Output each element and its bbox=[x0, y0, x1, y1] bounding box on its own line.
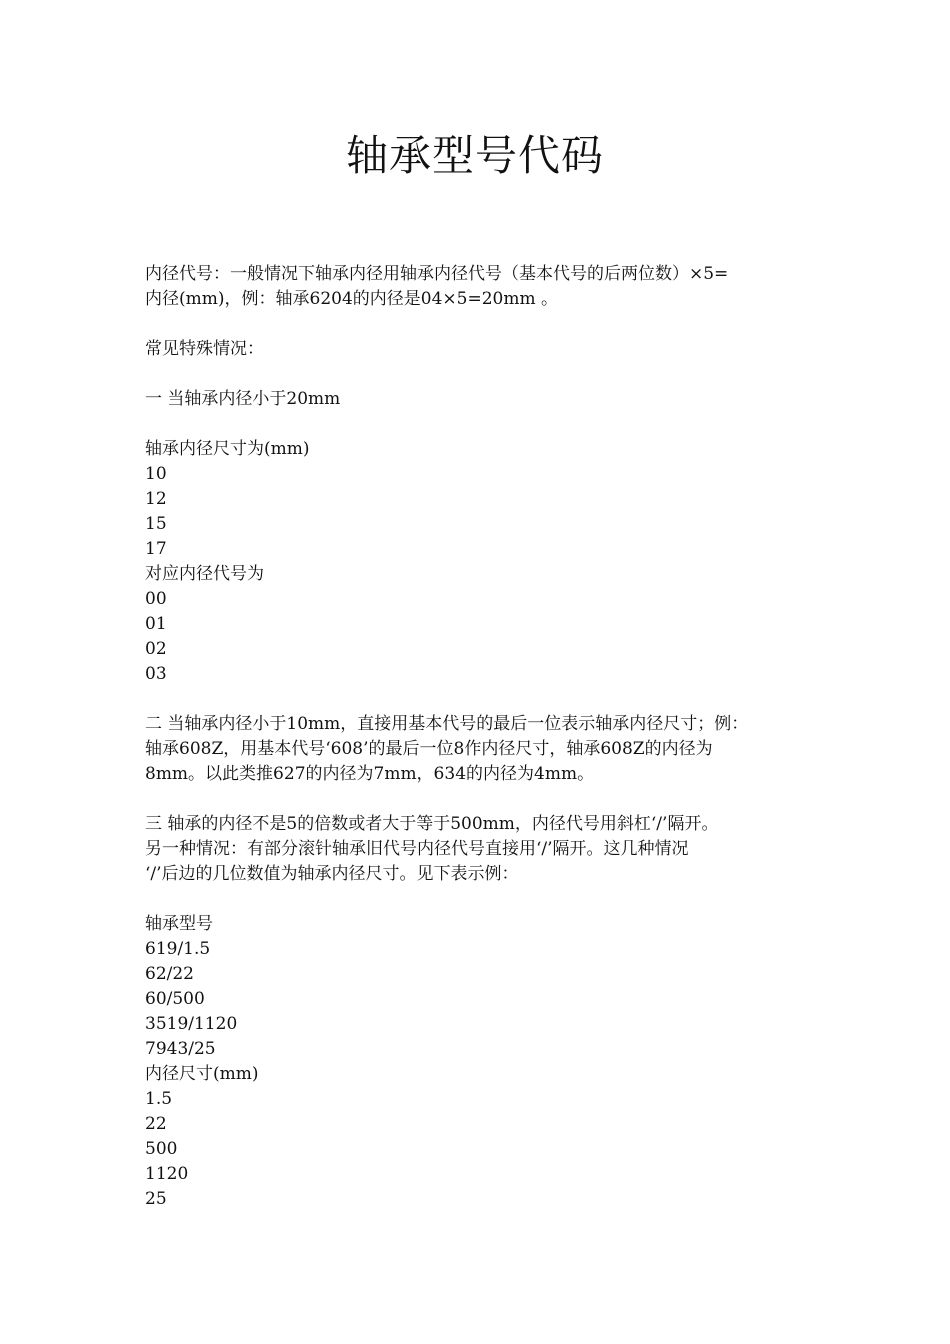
section1-code-list bbox=[145, 587, 810, 687]
section3-line-1: 三 轴承的内径不是5的倍数或者大于等于500mm，内径代号用斜杠‘/’隔开。 bbox=[145, 814, 719, 834]
code-item: 01 bbox=[145, 614, 167, 634]
section3-bore-list bbox=[145, 1087, 810, 1212]
document-body bbox=[145, 262, 810, 1212]
special-cases-heading: 常见特殊情况： bbox=[145, 339, 264, 359]
bore-item: 22 bbox=[145, 1114, 167, 1134]
spacer bbox=[145, 687, 810, 712]
code-item: 00 bbox=[145, 589, 167, 609]
model-item: 62/22 bbox=[145, 964, 194, 984]
section3-model-label: 轴承型号 bbox=[145, 914, 213, 934]
code-item: 02 bbox=[145, 639, 167, 659]
size-item: 15 bbox=[145, 514, 167, 534]
document-title: 轴承型号代码 bbox=[345, 131, 604, 180]
model-item: 60/500 bbox=[145, 989, 205, 1009]
section2-line-3: 8mm。以此类推627的内径为7mm，634的内径为4mm。 bbox=[145, 764, 595, 784]
section3-line-2: 另一种情况：有部分滚针轴承旧代号内径代号直接用‘/’隔开。这几种情况 bbox=[145, 839, 689, 859]
bore-item: 1.5 bbox=[145, 1089, 173, 1109]
size-item: 17 bbox=[145, 539, 167, 559]
section1-heading: 一 当轴承内径小于20mm bbox=[145, 389, 341, 409]
section2-line-1: 二 当轴承内径小于10mm，直接用基本代号的最后一位表示轴承内径尺寸；例： bbox=[145, 714, 749, 734]
section2-line-2: 轴承608Z，用基本代号‘608’的最后一位8作内径尺寸，轴承608Z的内径为 bbox=[145, 739, 713, 759]
section1-code-label: 对应内径代号为 bbox=[145, 564, 264, 584]
spacer bbox=[145, 887, 810, 912]
bore-item: 500 bbox=[145, 1139, 178, 1159]
bore-item: 1120 bbox=[145, 1164, 189, 1184]
section3-model-list bbox=[145, 937, 810, 1062]
intro-line-1: 内径代号：一般情况下轴承内径用轴承内径代号（基本代号的后两位数）×5= bbox=[145, 264, 729, 284]
intro-line-2: 内径(mm)，例：轴承6204的内径是04×5=20mm 。 bbox=[145, 289, 558, 309]
spacer bbox=[145, 362, 810, 387]
model-item: 3519/1120 bbox=[145, 1014, 238, 1034]
section3-line-3: ‘/’后边的几位数值为轴承内径尺寸。见下表示例： bbox=[145, 864, 519, 884]
section1-size-label: 轴承内径尺寸为(mm) bbox=[145, 439, 310, 459]
model-item: 619/1.5 bbox=[145, 939, 211, 959]
spacer bbox=[145, 412, 810, 437]
size-item: 12 bbox=[145, 489, 167, 509]
model-item: 7943/25 bbox=[145, 1039, 216, 1059]
section1-size-list bbox=[145, 462, 810, 562]
spacer bbox=[145, 312, 810, 337]
size-item: 10 bbox=[145, 464, 167, 484]
code-item: 03 bbox=[145, 664, 167, 684]
section3-bore-label: 内径尺寸(mm) bbox=[145, 1064, 259, 1084]
spacer bbox=[145, 787, 810, 812]
bore-item: 25 bbox=[145, 1189, 167, 1209]
